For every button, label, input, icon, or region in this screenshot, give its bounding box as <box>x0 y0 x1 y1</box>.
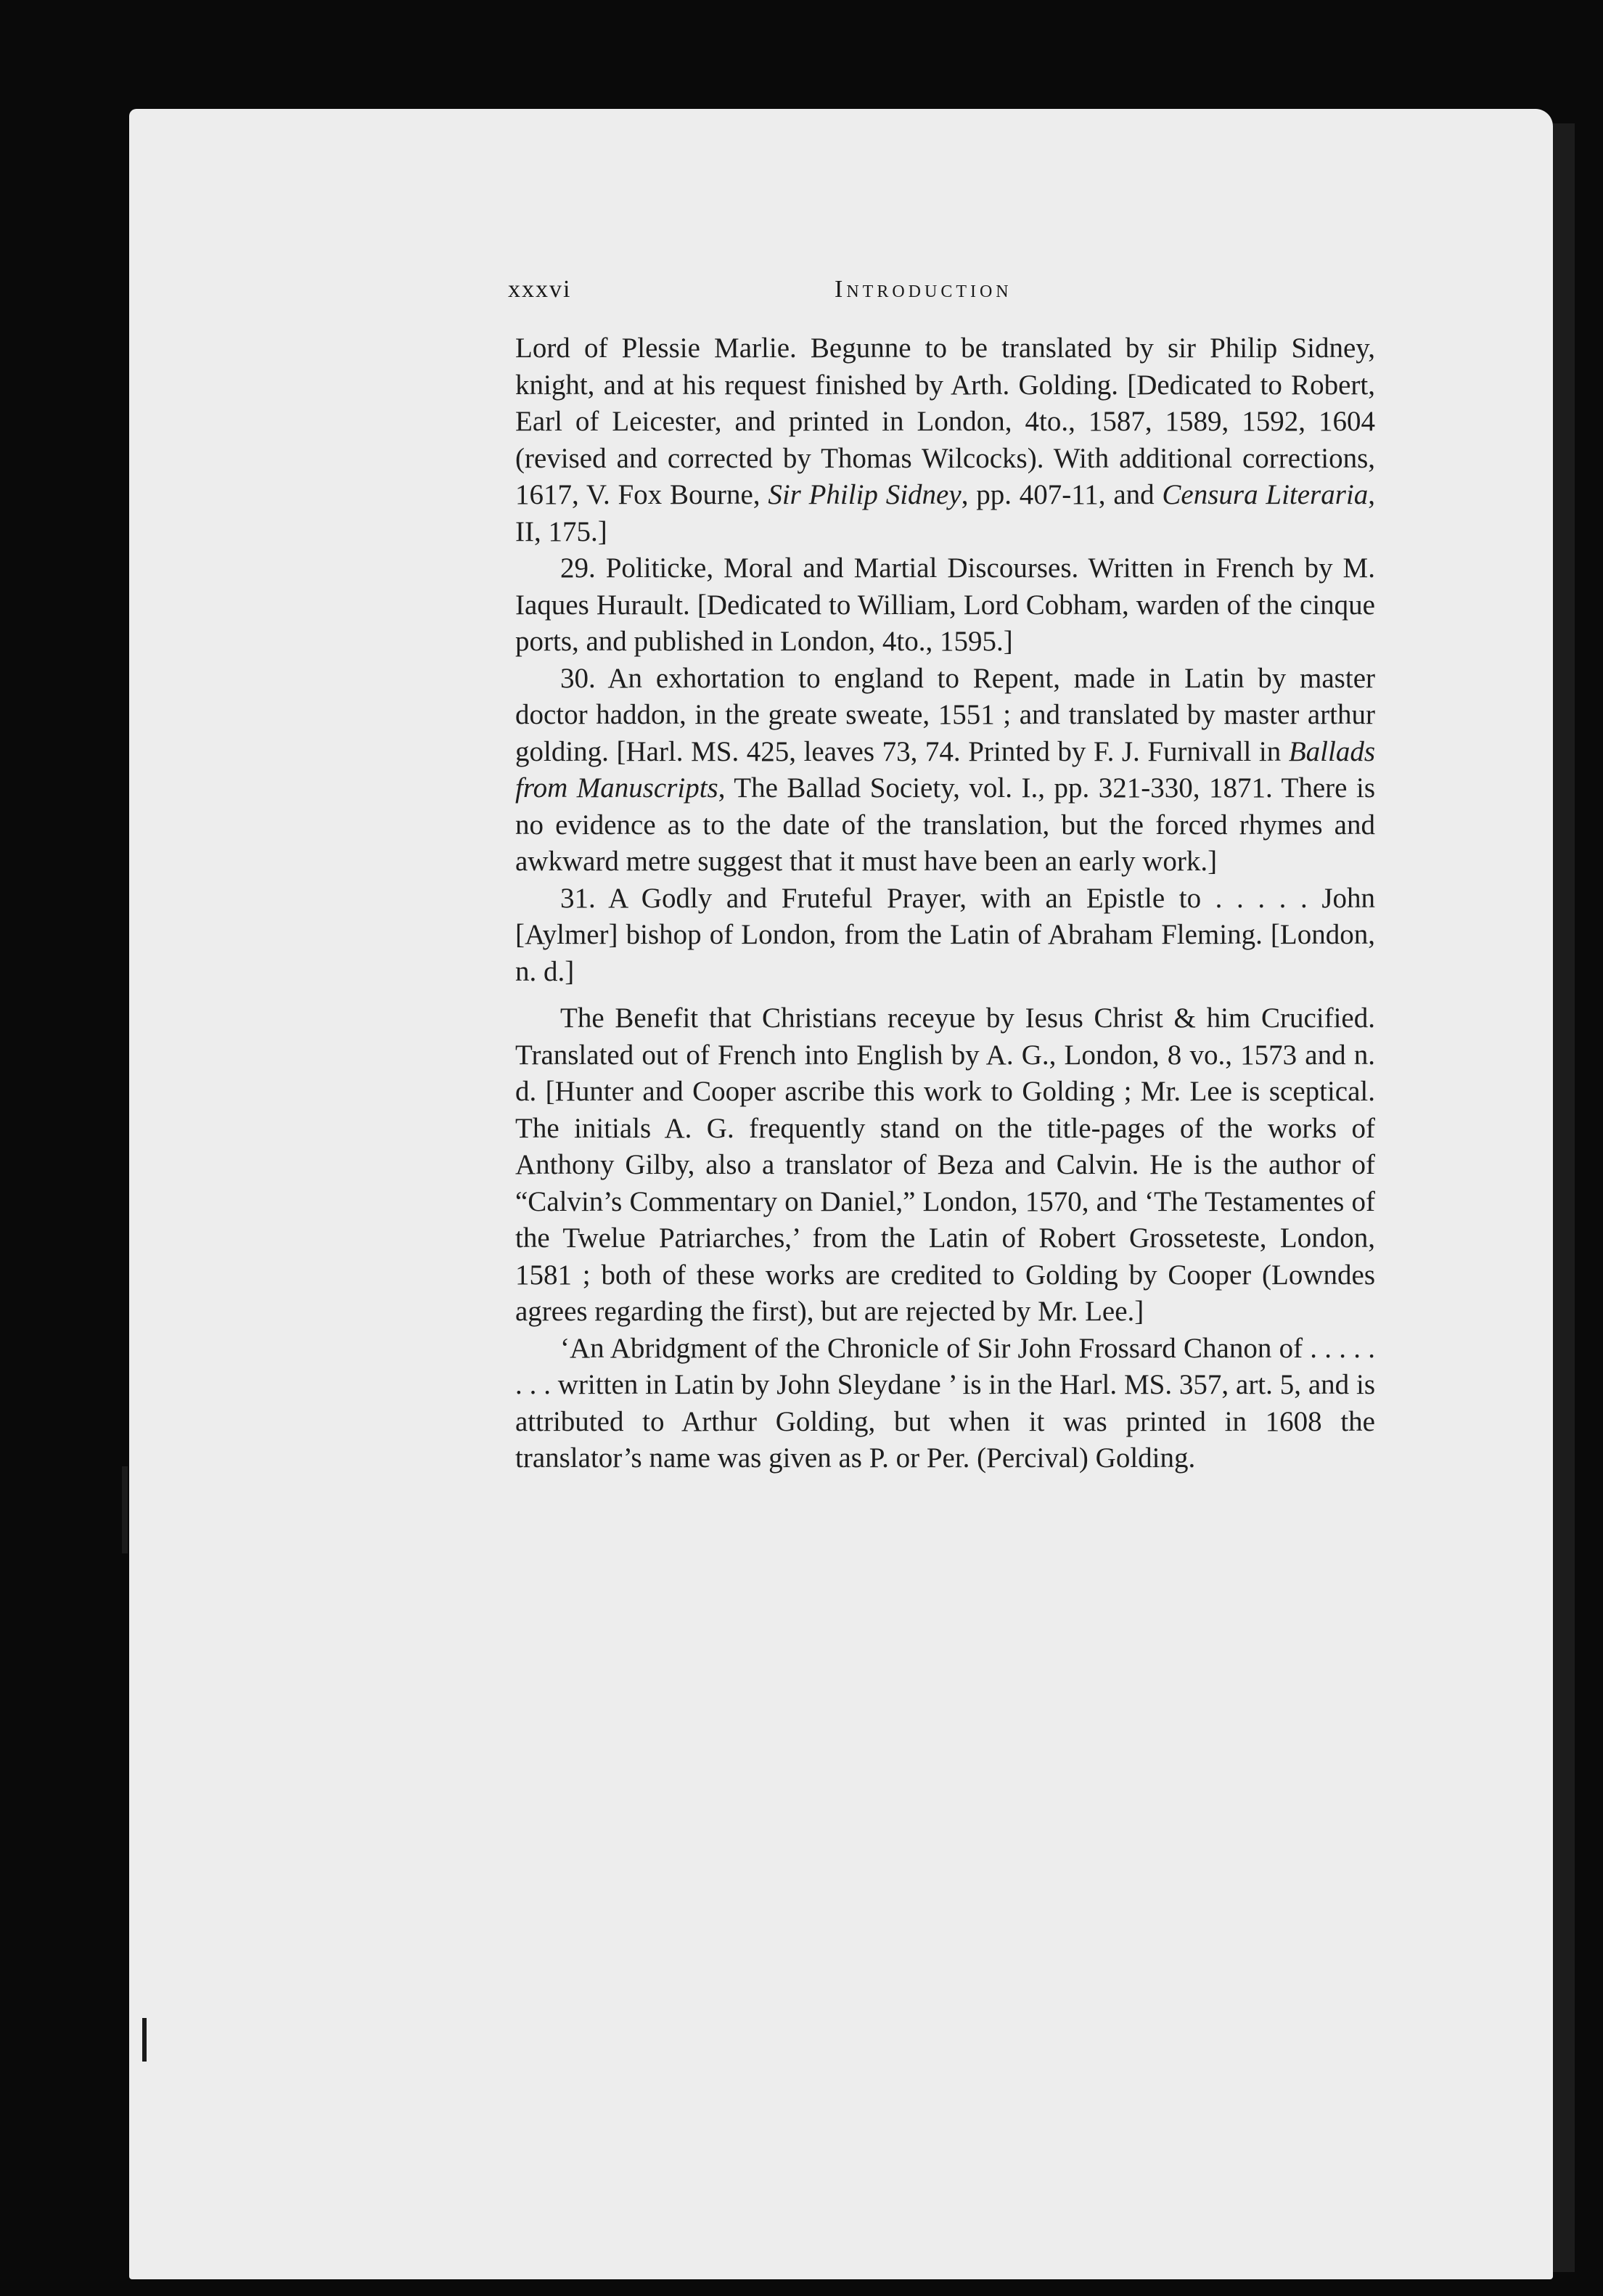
italic-title: Censura Literaria <box>1162 479 1369 510</box>
paragraph <box>515 330 1375 550</box>
scan-artifact-left-bottom <box>142 2018 147 2062</box>
page-edge-shadow <box>1553 123 1575 2272</box>
paragraph <box>515 1000 1375 1331</box>
text-run: The Benefit that Christians receyue by Iesus Christ & him Crucified. Translated out of French into English by A. G., London, 8 vo., 1573 and n. d. [Hunter and Cooper ascribe this work to Golding ; Mr. Lee is sceptical. The initials A. G. frequently stand on the title-pages of the works of Anthony Gilby, also a translator of Beza and Calvin. He is the author of “Calvin’s Commentary on Daniel,” London, 1570, and ‘The Testamentes of the Twelue Patriarches,’ from the Latin of Robert Grosseteste, London, 1581 ; both of these works are credited to Golding by Cooper (Lowndes agrees regarding the first), but are rejected by Mr. Lee.] <box>515 1002 1375 1327</box>
paragraph <box>515 550 1375 661</box>
running-head <box>508 276 1379 319</box>
paragraph <box>515 881 1375 991</box>
italic-title: Ballads from Manuscripts <box>515 735 1375 804</box>
text-run: Lord of Plessie Marlie. Begunne to be translated by sir Philip Sidney, knight, and at his request finished by Arth. Golding. [Dedicated to Robert, Earl of Leicester, and printed in London, 4to., 1587, 1589, 1592, 1604 (revised and corrected by Thomas Wilcocks). With additional corrections, 1617, V. Fox Bourne, <box>515 332 1375 510</box>
text-run: ‘An Abridgment of the Chronicle of Sir John Frossard Chanon of . . . . . . . . written in Latin by John Sleydane ’ is in the Harl. MS. 357, art. 5, and is attributed to Arthur Golding, but when it was printed in 1608 the translator’s name was given as P. or Per. (Percival) Golding. <box>515 1332 1375 1474</box>
text-run: , pp. 407-11, and <box>961 479 1163 510</box>
paragraph <box>515 1331 1375 1477</box>
body-text <box>515 330 1375 1477</box>
text-run: , The Ballad Society, vol. I., pp. 321-330, 1871. There is no evidence as to the date of the translation, but the forced rhymes and awkward metre suggest that it must have been an early work.] <box>515 772 1375 877</box>
text-run: 31. A Godly and Fruteful Prayer, with an Epistle to . . . . . John [Aylmer] bishop of London, from the Latin of Abraham Fleming. [London, n. d.] <box>515 882 1375 987</box>
text-run: 29. Politicke, Moral and Martial Discourses. Written in French by M. Iaques Hurault. [Dedicated to William, Lord Cobham, warden of the cinque ports, and published in London, 4to., 1595.] <box>515 552 1375 657</box>
text-run: 30. An exhortation to england to Repent, made in Latin by master doctor haddon, in the greate sweate, 1551 ; and translated by master arthur golding. [Harl. MS. 425, leaves 73, 74. Printed by F. J. Furnivall in <box>515 662 1375 767</box>
scan-artifact-left <box>122 1466 128 1553</box>
running-head-title: Introduction <box>835 276 1012 303</box>
paragraph <box>515 661 1375 881</box>
text-run: , II, 175.] <box>515 479 1375 547</box>
italic-title: Sir Philip Sidney <box>768 479 962 510</box>
page-number: xxxvi <box>508 276 572 303</box>
